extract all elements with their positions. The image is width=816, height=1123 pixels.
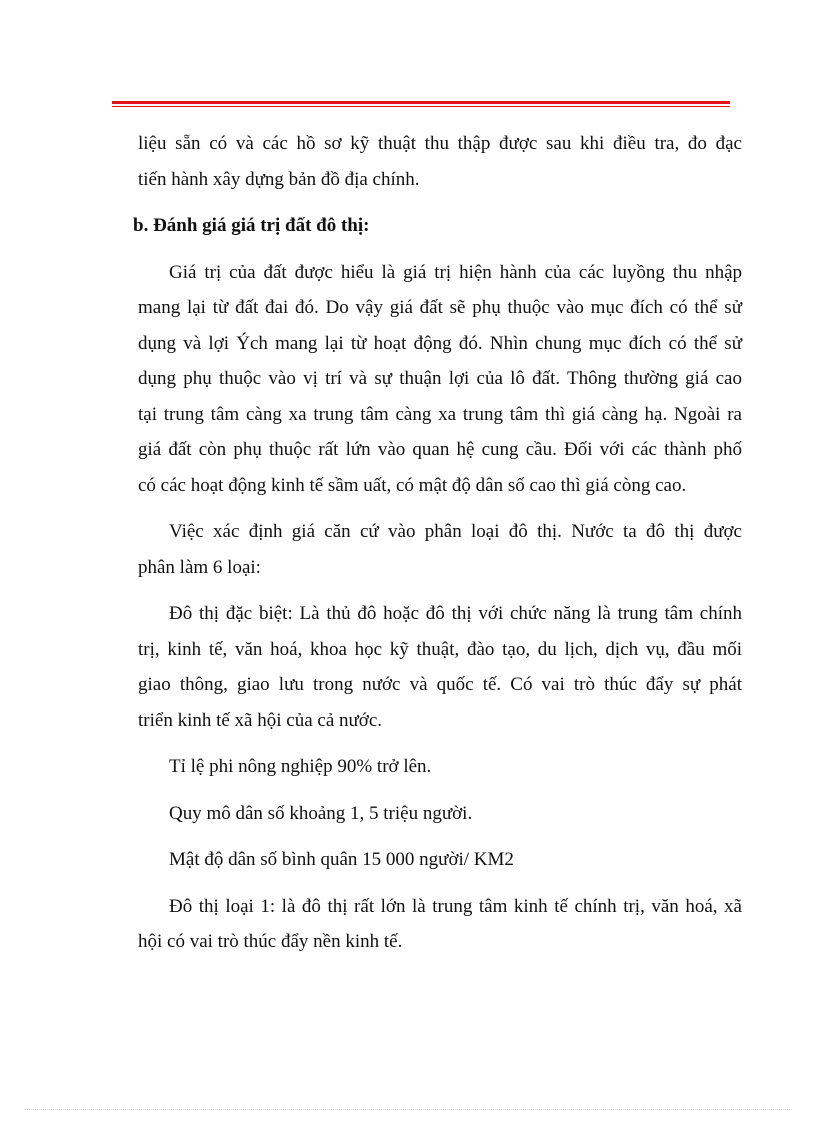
paragraph — [138, 255, 742, 504]
paragraph — [138, 749, 742, 785]
text-line: trị, kinh tế, văn hoá, khoa học kỹ thuật, đào tạo, du lịch, dịch vụ, đầu mối — [138, 638, 742, 660]
text-line: triển kinh tế xã hội của cả nước. — [138, 709, 383, 731]
text-line: giá đất còn phụ thuộc rất lứn vào quan hệ cung cầu. Đối với các thành phố — [138, 439, 742, 460]
text-line: liệu sẵn có và các hồ sơ kỹ thuật thu thập được sau khi điều tra, đo đạc — [138, 133, 742, 154]
paragraph — [138, 842, 742, 878]
paragraph — [138, 889, 742, 960]
header-rule-thin — [112, 106, 730, 107]
text-line: dụng phụ thuộc vào vị trí và sự thuận lợi của lô đất. Thông thường giá cao — [138, 368, 742, 389]
text-line: Mật độ dân số bình quân 15 000 người/ KM2 — [169, 849, 514, 870]
text-line: Đô thị đặc biệt: Là thủ đô hoặc đô thị với chức năng là trung tâm chính — [169, 603, 742, 624]
section-heading: b. Đánh giá giá trị đất đô thị: — [133, 215, 370, 236]
text-line: dụng và lợi Ých mang lại từ hoạt động đó. Nhìn chung mục đích có thể sử — [138, 332, 742, 354]
paragraph — [138, 514, 742, 585]
text-line: tại trung tâm càng xa trung tâm càng xa trung tâm thì giá càng hạ. Ngoài ra — [138, 403, 742, 425]
text-line: Giá trị của đất được hiểu là giá trị hiện hành của các luyồng thu nhập — [169, 261, 742, 283]
text-line: tiến hành xây dựng bản đồ địa chính. — [138, 168, 420, 190]
text-line: mang lại từ đất đai đó. Do vậy giá đất sẽ phụ thuộc vào mục đích có thể sử — [138, 297, 742, 318]
text-line: hội có vai trò thúc đẩy nền kinh tế. — [138, 931, 403, 952]
text-line: Đô thị loại 1: là đô thị rất lớn là trung tâm kinh tế chính trị, văn hoá, xã — [169, 895, 742, 917]
paragraph-continued — [138, 126, 742, 197]
text-line: giao thông, giao lưu trong nước và quốc tế. Có vai trò thúc đẩy sự phát — [138, 674, 742, 695]
header-rule — [112, 101, 730, 107]
text-line: Việc xác định giá căn cứ vào phân loại đô thị. Nước ta đô thị được — [169, 521, 742, 542]
text-line: có các hoạt động kinh tế sầm uất, có mật độ dân số cao thì giá còng cao. — [138, 474, 687, 496]
header-rule-thick — [112, 101, 730, 104]
text-line: Quy mô dân số khoảng 1, 5 triệu người. — [169, 802, 473, 824]
footer-dotted-line — [24, 1109, 792, 1111]
document-body — [133, 126, 742, 960]
text-line: Tỉ lệ phi nông nghiệp 90% trở lên. — [169, 756, 432, 777]
paragraph — [138, 596, 742, 738]
paragraph — [138, 796, 742, 832]
text-line: phân làm 6 loại: — [138, 556, 261, 578]
